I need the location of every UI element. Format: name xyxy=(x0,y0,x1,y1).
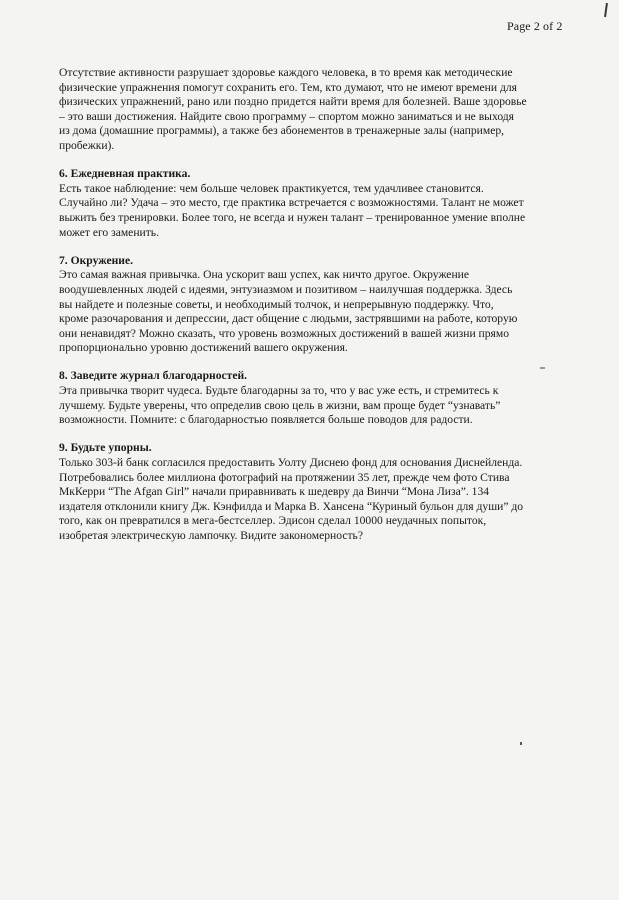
text-line: из дома (домашние программы), а также без абонементов в тренажерные залы (например, xyxy=(59,124,505,138)
text-line: – это ваши достижения. Найдите свою программу – спортом можно заниматься и не выходя xyxy=(59,109,515,123)
text-line: возможности. Помните: с благодарностью появляется больше поводов для радости. xyxy=(59,413,473,427)
text-line: кроме разочарования и депрессии, даст общение с людьми, застрявшими на работе, которую xyxy=(59,312,518,326)
text-line: может его заменить. xyxy=(59,225,159,239)
scan-mark xyxy=(520,742,522,745)
text-line: они ненавидят? Можно сказать, что уровень возможных достижений в вашей жизни прямо xyxy=(59,326,510,340)
text-line: физических упражнений, рано или поздно придется найти время для болезней. Ваше здоровье xyxy=(59,95,527,109)
section-daily-practice xyxy=(59,167,579,240)
text-line: Эта привычка творит чудеса. Будьте благодарны за то, что у вас уже есть, и стремитесь к xyxy=(59,384,499,398)
text-line: Есть такое наблюдение: чем больше человек практикуется, тем удачливее становится. xyxy=(59,181,484,195)
text-line: вы найдете и полезные советы, и необходимый толчок, и непрерывную поддержку. Что, xyxy=(59,297,494,311)
section-environment xyxy=(59,254,579,356)
text-line: Потребовались более миллиона фотографий на протяжении 35 лет, прежде чем фото Стива xyxy=(59,470,510,484)
text-line: того, как он превратился в мега-бестселлер. Эдисон сделал 10000 неудачных попыток, xyxy=(59,514,487,528)
text-line: пробежки). xyxy=(59,138,115,152)
text-line: воодушевленных людей с идеями, энтузиазмом и позитивом – наилучшая поддержка. Здесь xyxy=(59,282,513,296)
section-heading: 7. Окружение. xyxy=(59,253,134,267)
text-line: Только 303-й банк согласился предоставить Уолту Диснею фонд для основания Диснейленда. xyxy=(59,456,523,470)
section-gratitude-journal xyxy=(59,369,579,427)
section-heading: 9. Будьте упорны. xyxy=(59,441,152,455)
page-number: Page 2 of 2 xyxy=(507,19,563,33)
document-body xyxy=(59,66,579,557)
section-heading: 6. Ежедневная практика. xyxy=(59,167,191,181)
text-line: Отсутствие активности разрушает здоровье каждого человека, в то время как методические xyxy=(59,66,513,79)
section-persistence xyxy=(59,441,579,543)
text-line: МкКерри “The Afgan Girl” начали приравнивать к шедевру да Винчи “Мона Лиза”. 134 xyxy=(59,485,490,499)
scan-mark xyxy=(604,3,608,17)
text-line: лучшему. Будьте уверены, что определив свою цель в жизни, вам проще будет “узнавать” xyxy=(59,398,501,412)
text-line: изобретая электрическую лампочку. Видите закономерность? xyxy=(59,529,363,542)
text-line: пропорционально уровню достижений вашего окружения. xyxy=(59,341,348,355)
text-line: издателя отклонили книгу Дж. Кэнфилда и Марка В. Хансена “Куриный бульон для души” до xyxy=(59,499,524,513)
text-line: Это самая важная привычка. Она ускорит ваш успех, как ничто другое. Окружение xyxy=(59,268,470,282)
text-line: физические упражнения помогут сохранить его. Тем, кто думают, что не имеют времени для xyxy=(59,80,517,94)
text-line: выжить без тренировки. Более того, не всегда и нужен талант – тренированное умение вполне xyxy=(59,210,526,224)
intro-paragraph xyxy=(59,66,579,154)
text-line: Случайно ли? Удача – это место, где практика встречается с возможностями. Талант не может xyxy=(59,196,524,210)
section-heading: 8. Заведите журнал благодарностей. xyxy=(59,369,248,383)
